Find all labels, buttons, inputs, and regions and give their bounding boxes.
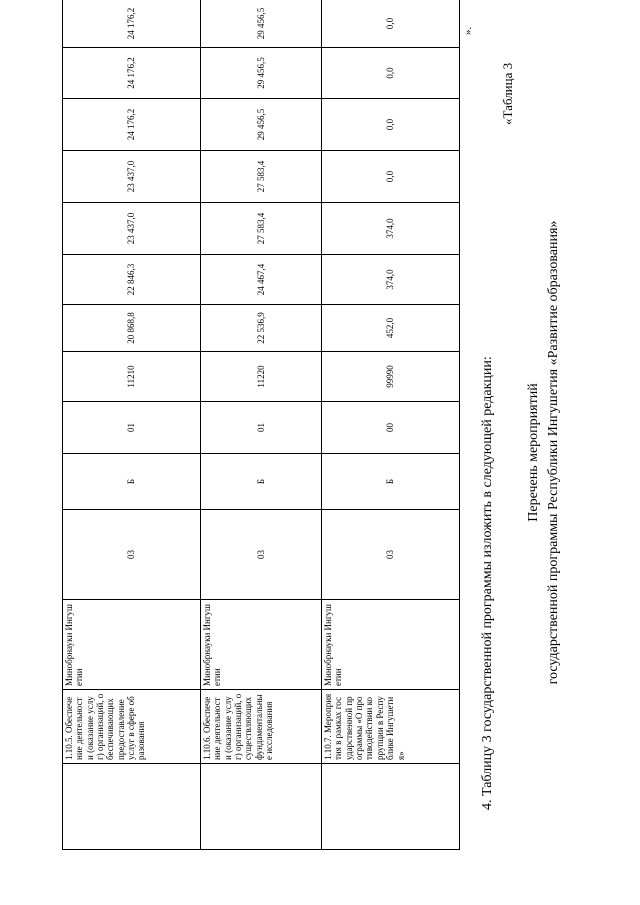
value-cell: 0,0 (322, 48, 460, 99)
code-direction: 99990 (322, 352, 460, 402)
value-cell: 0,0 (322, 99, 460, 151)
measures-table (62, 0, 460, 850)
table-row (322, 0, 460, 850)
table-row (63, 0, 201, 850)
measure-name: 1.10.6. Обеспечение деятельности (оказание услуг) организаций, осуществляющих фундаментальные исследования (200, 690, 321, 764)
table-label: «Таблица 3 (500, 62, 515, 125)
value-cell: 23 437,0 (63, 203, 201, 255)
value-cell: 29 456,5 (200, 0, 321, 48)
value-cell: 374,0 (322, 203, 460, 255)
code-direction: 11210 (63, 352, 201, 402)
closing-quote-mark: ». (462, 26, 474, 35)
measure-name: 1.10.7. Мероприятия в рамках государственной программы «О противодействии коррупции в Республике Ингушетия» (322, 690, 460, 764)
executor: Минобрнауки Ингушетии (200, 600, 321, 690)
value-cell: 24 176,2 (63, 48, 201, 99)
value-cell: 24 467,4 (200, 255, 321, 305)
code-measure: 01 (63, 402, 201, 454)
value-cell: 24 176,2 (63, 99, 201, 151)
value-cell: 22 846,3 (63, 255, 201, 305)
table-row (200, 0, 321, 850)
value-cell: 29 456,5 (200, 99, 321, 151)
table-title: Перечень мероприятий (526, 383, 541, 522)
blank-cell (63, 764, 201, 850)
code-measure: 00 (322, 402, 460, 454)
value-cell: 374,0 (322, 255, 460, 305)
blank-cell (200, 764, 321, 850)
value-cell: 23 437,0 (63, 151, 201, 203)
blank-cell (322, 764, 460, 850)
code-subprogram: Б (63, 454, 201, 510)
value-cell: 27 583,4 (200, 203, 321, 255)
value-cell: 29 456,5 (200, 48, 321, 99)
code-subprogram: Б (322, 454, 460, 510)
value-cell: 27 583,4 (200, 151, 321, 203)
code-gp: 03 (63, 510, 201, 600)
value-cell: 0,0 (322, 151, 460, 203)
value-cell: 452,0 (322, 305, 460, 352)
table-subtitle: государственной программы Республики Ингушетия «Развитие образования» (546, 220, 561, 685)
amendment-paragraph: 4. Таблицу 3 государственной программы изложить в следующей редакции: (480, 356, 495, 810)
value-cell: 24 176,2 (63, 0, 201, 48)
executor: Минобрнауки Ингушетии (63, 600, 201, 690)
value-cell: 22 536,9 (200, 305, 321, 352)
executor: Минобрнауки Ингушетии (322, 600, 460, 690)
measure-name: 1.10.5. Обеспечение деятельности (оказание услуг) организаций, обеспечивающих предоставление услуг в сфере образования (63, 690, 201, 764)
code-gp: 03 (200, 510, 321, 600)
value-cell: 0,0 (322, 0, 460, 48)
code-subprogram: Б (200, 454, 321, 510)
value-cell: 20 868,8 (63, 305, 201, 352)
code-direction: 11220 (200, 352, 321, 402)
code-gp: 03 (322, 510, 460, 600)
code-measure: 01 (200, 402, 321, 454)
